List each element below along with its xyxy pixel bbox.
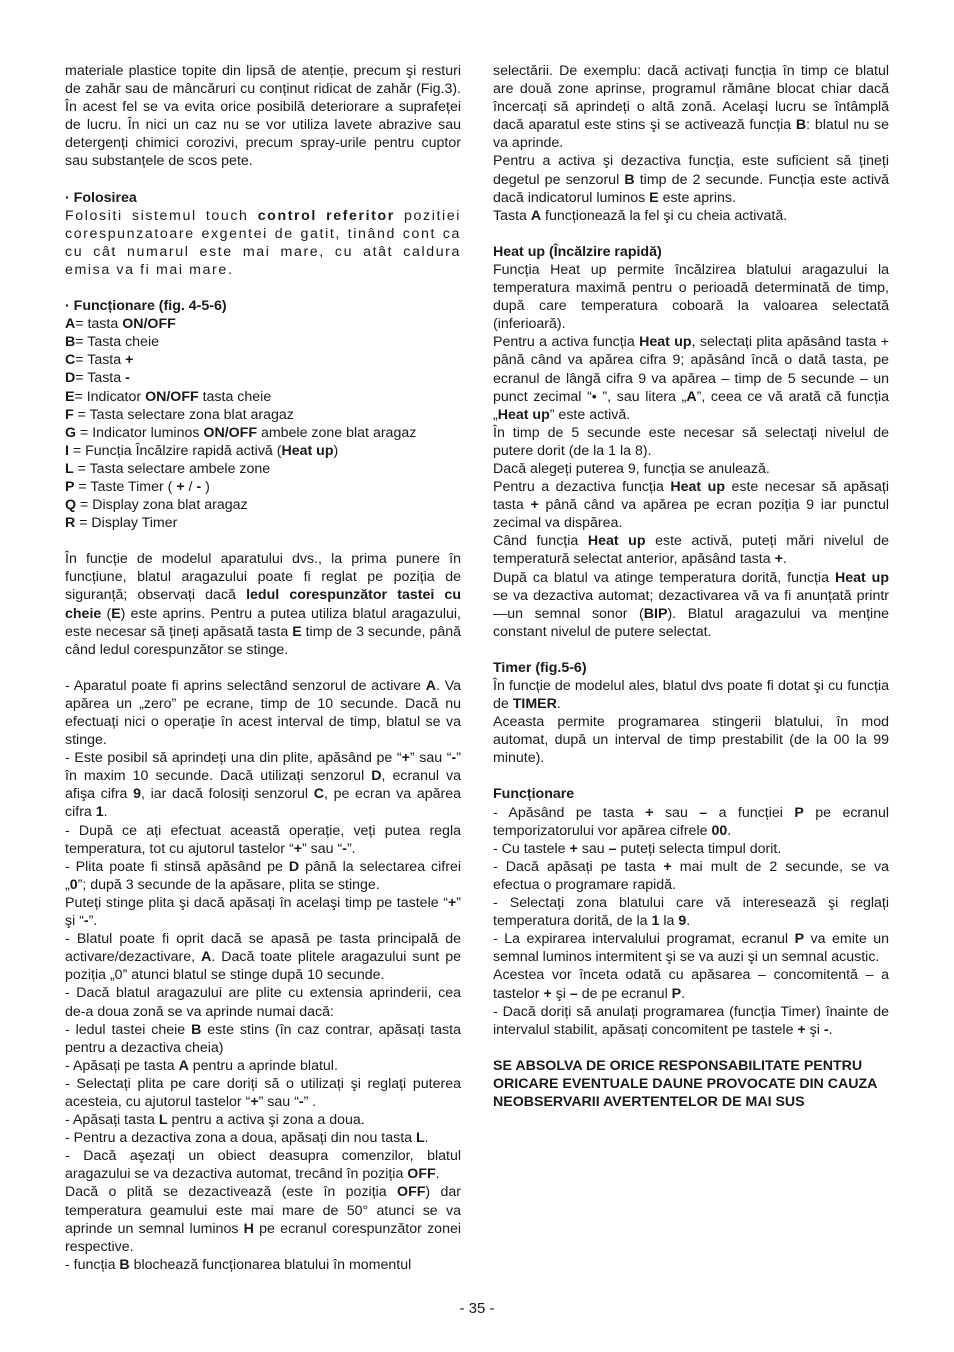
bold-term: A	[425, 677, 436, 694]
operation-paragraph	[65, 1057, 461, 1075]
bold-term: -	[196, 478, 202, 495]
bold-term: B	[65, 334, 76, 351]
operation-paragraph	[65, 930, 461, 984]
page-number: - 35 -	[459, 1300, 495, 1317]
text-segment: timp de 2 secunde. Funcția este activă dacă indicatorul luminos	[493, 171, 889, 206]
text-segment: - Selectați zona blatului care vă interesează şi reglați temperatura dorită, de la	[493, 895, 889, 930]
bold-term: E	[65, 388, 75, 405]
bold-term: 0	[69, 876, 78, 893]
text-segment: pe ecranul corespunzător zonei respective.	[65, 1220, 461, 1255]
bold-term: OFF	[397, 1184, 426, 1201]
text-segment: , ecranul va afişa cifra	[65, 768, 462, 803]
bold-term: G	[65, 424, 77, 441]
bold-term: I	[65, 442, 69, 459]
timer-paragraph	[493, 713, 889, 767]
text-segment: = Tasta	[75, 370, 126, 387]
operation-paragraph	[65, 1021, 461, 1057]
func-section	[493, 804, 889, 1039]
text-segment: la	[659, 913, 679, 930]
text-segment: sau	[653, 804, 700, 821]
operation-paragraph	[65, 894, 461, 930]
heatup-paragraph	[493, 424, 889, 460]
bold-term: -	[298, 1093, 304, 1110]
text-segment: .	[424, 1130, 429, 1147]
func-heading: Funcționare	[493, 786, 575, 803]
text-segment: După ca blatul va atinge temperatura dorită, funcția	[493, 569, 835, 586]
bold-term: P	[671, 985, 682, 1002]
tasta-a-paragraph	[493, 207, 889, 225]
bold-term: ON/OFF	[203, 424, 257, 441]
warning-text: SE ABSOLVA DE ORICE RESPONSABILITATE PENTRU ORICARE EVENTUALE DAUNE PROVOCATE DIN CAUZA NEOBSERVARII AVERTENTELOR DE MAI SUS	[493, 1057, 877, 1110]
text-segment: - Blatul poate fi oprit dacă se apasă pe tasta principală de activare/dezactivare,	[65, 931, 461, 966]
text-segment: ” şi “	[65, 894, 461, 930]
text-segment: , pe ecran va apărea cifra	[65, 786, 462, 821]
text-segment: ) dar temperatura geamului este mai mare de 50° atunci se va aprinde un semnal luminos	[65, 1184, 461, 1237]
bold-term: D	[288, 858, 300, 875]
text-segment: Pentru a dezactiva funcția	[493, 479, 671, 496]
legend-item	[65, 388, 461, 406]
text-segment: - Apăsând pe tasta	[493, 804, 646, 821]
text-segment: .	[681, 985, 686, 1002]
text-segment: timp de 3 secunde, până când ledul corespunzător se stinge.	[65, 623, 462, 658]
operation-paragraph	[65, 677, 461, 749]
operation-paragraph	[65, 1075, 461, 1111]
bold-term: -	[823, 1021, 829, 1038]
bold-term: E	[111, 605, 121, 622]
bold-term: Heat up	[497, 406, 550, 423]
text-segment: - Este posibil să aprindeți una din plite, apăsând pe “	[65, 750, 402, 767]
bold-term: L	[415, 1130, 425, 1147]
bold-term: Heat up	[639, 334, 692, 351]
bold-term: BIP	[643, 605, 668, 622]
text-segment: .	[828, 1021, 833, 1038]
text-segment: de pe ecranul	[577, 985, 672, 1002]
text-segment: ”.	[346, 840, 356, 857]
text-segment: ” în maxim 10 secunde. Dacă utilizați senzorul	[65, 750, 461, 785]
text-segment: ” sau “	[301, 840, 343, 857]
bold-term: –	[608, 840, 617, 857]
legend-item	[65, 315, 461, 333]
bold-term: ON/OFF	[122, 316, 176, 333]
operations-list	[65, 677, 461, 1274]
text-segment: = Tasta cheie	[75, 334, 159, 351]
text-segment: ” este activă.	[549, 406, 631, 423]
heatup-heading: Heat up (Încălzire rapidă)	[493, 243, 662, 260]
text-segment: - După ce ați efectuat această operație, veți putea regla temperatura, tot cu ajutorul tastelor “	[65, 822, 461, 857]
text-segment: funcționează la fel şi cu cheia activată.	[541, 207, 788, 224]
text-segment: : blatul nu se va aprinde.	[493, 117, 889, 152]
bold-term: +	[569, 840, 578, 857]
bold-term: C	[65, 352, 76, 369]
text-segment: - Apăsați tasta	[65, 1112, 159, 1129]
bold-term: 1	[651, 913, 660, 930]
bold-term: H	[243, 1220, 254, 1237]
bold-term: -	[342, 840, 347, 857]
bold-term: Heat up	[834, 569, 890, 586]
legend-item	[65, 478, 461, 496]
bold-term: R	[65, 515, 76, 532]
text-segment: Acestea vor înceta odată cu apăsarea – concomitentă – a tastelor	[493, 967, 889, 1002]
bold-term: Heat up	[670, 479, 725, 496]
text-segment: Funcția Heat up permite încălzirea blatului aragazului la temperatura maximă pentru o perioadă determinată de timp, după care temperatura coboară la valoarea selectată (inferioară).	[493, 261, 889, 333]
bold-term: ON/OFF	[145, 388, 199, 405]
bold-term: A	[686, 388, 697, 405]
text-segment: este aprins.	[658, 189, 736, 206]
text-segment: = Tasta selectare ambele zone	[73, 460, 271, 477]
bold-term: A	[530, 207, 542, 224]
bold-term: D	[371, 768, 382, 785]
intro-paragraph: materiale plastice topite din lipsă de atenție, precum şi resturi de zahăr sau de mâncăruri cu conținut ridicat de zahăr (Fig.3). În acest fel se va evita orice posibilă deteriorare a suprafeței de lucru. În nici un caz nu se vor utiliza lavete abrazive sau detergenți chimici corozivi, precum spray-urile pentru cuptor sau substanțele de scos pete.	[65, 63, 461, 170]
bold-term: -	[83, 913, 89, 930]
operation-paragraph	[65, 749, 461, 821]
bold-term: OFF	[407, 1166, 436, 1183]
left-column	[65, 62, 461, 1274]
bold-term: +	[293, 840, 302, 857]
bold-term: D	[65, 370, 76, 387]
text-segment: - Apăsați pe tasta	[65, 1057, 179, 1074]
text-segment: ambele zone blat aragaz	[257, 424, 417, 441]
func-paragraph	[493, 858, 889, 894]
timer-paragraph	[493, 677, 889, 713]
text-segment: sau	[577, 840, 609, 857]
text-segment: până la selectarea cifrei „	[65, 858, 461, 893]
text-segment: şi	[805, 1021, 824, 1038]
text-segment: (	[101, 605, 112, 622]
legend-item	[65, 406, 461, 424]
heatup-paragraph	[493, 261, 889, 333]
bold-term: 9	[133, 786, 142, 803]
text-segment: pe ecranul temporizatorului vor apărea cifrele	[493, 804, 889, 839]
text-segment: - funcția	[65, 1256, 120, 1273]
bold-term: +	[125, 352, 134, 369]
bold-term: +	[176, 478, 185, 495]
text-segment: pentru a aprinde blatul.	[188, 1057, 338, 1074]
bold-term: +	[250, 1093, 259, 1110]
bold-term: L	[65, 460, 74, 477]
legend-item	[65, 442, 461, 460]
operation-paragraph	[65, 1183, 461, 1255]
bold-term: +	[401, 750, 410, 767]
text-segment: - Cu tastele	[493, 840, 570, 857]
text-segment: Dacă alegeți puterea 9, funcția se anulează.	[493, 460, 770, 477]
text-segment: blochează funcționarea blatului în momentul	[129, 1256, 412, 1273]
text-segment: ”, ceea ce vă arată că funcția „	[493, 388, 889, 423]
text-segment: = Indicator	[74, 388, 146, 405]
operation-paragraph	[65, 1147, 461, 1183]
operation-paragraph	[65, 984, 461, 1020]
legend-item	[65, 496, 461, 514]
bold-term: A	[201, 949, 212, 966]
bold-term: P	[794, 804, 804, 821]
text-segment: În funcție de modelul aparatului dvs., la prima punere în funcțiune, blatul aragazului poate fi reglat pe poziția de siguranță; observați dacă	[65, 551, 461, 604]
text-segment: = Display Timer	[75, 515, 178, 532]
text-segment: este activă, puteți mări nivelul de temperatură selectat anterior, apăsând tasta	[493, 533, 890, 568]
text-segment: - Selectați plita pe care doriți să o utilizați şi reglați puterea acesteia, cu ajutorul tastelor “	[65, 1075, 461, 1110]
text-segment: până când va apărea pe ecran poziția 9 iar punctul zecimal va dispărea.	[493, 497, 890, 532]
func-paragraph	[493, 840, 889, 858]
operation-paragraph	[65, 1256, 461, 1274]
bold-term: A	[65, 316, 76, 333]
bold-term: +	[530, 497, 539, 514]
bold-term: ledul corespunzător tastei cu cheie	[65, 587, 461, 622]
heatup-paragraph	[493, 532, 889, 568]
text-segment: - ledul tastei cheie	[65, 1021, 192, 1038]
text-segment: ”; după 3 secunde de la apăsare, plita se stinge.	[77, 876, 380, 893]
bold-term: Heat up	[587, 533, 646, 550]
bold-term: +	[447, 894, 457, 911]
text-segment: - Aparatul poate fi aprins selectând senzorul de activare	[65, 677, 426, 694]
bold-term: B	[191, 1021, 202, 1038]
legend-item	[65, 369, 461, 387]
text-segment: .	[686, 913, 691, 930]
bold-term: P	[794, 931, 805, 948]
func-paragraph	[493, 1003, 889, 1039]
bold-term: control referitor	[257, 207, 395, 224]
operation-paragraph	[65, 1129, 461, 1147]
text-segment: . Dacă toate plitele aragazului sunt pe poziția „0” atunci blatul se stinge după 10 secunde.	[65, 949, 461, 984]
legend-item	[65, 333, 461, 351]
text-segment: , selectați plita apăsând tasta + până când va apărea cifra 9; apăsând încă o dată tasta, pe ecranul de lângă cifra 9 va apărea – timp de 5 secunde – un punct zecimal “• ”, sau litera „	[493, 334, 890, 405]
activate-paragraph	[493, 152, 889, 206]
text-segment: ). Blatul aragazului va menține constant nivelul de putere selectat.	[493, 605, 889, 640]
legend-list	[65, 315, 461, 532]
bold-term: +	[543, 985, 552, 1002]
text-segment: - Dacă aşezați un obiect deasupra comenzilor, blatul aragazului se va dezactiva automat, trecând în poziția	[65, 1148, 461, 1183]
text-segment: Aceasta permite programarea stingerii blatului, în mod automat, după un interval de timp prestabilit (de la 00 la 99 minute).	[493, 714, 889, 767]
text-segment: .	[556, 696, 561, 713]
text-segment: În funcție de modelul ales, blatul dvs poate fi dotat şi cu funcția de	[493, 678, 889, 713]
bold-term: L	[158, 1112, 168, 1129]
bold-term: E	[649, 189, 659, 206]
text-segment: pentru a activa şi zona a doua.	[167, 1112, 365, 1129]
legend-item	[65, 351, 461, 369]
text-segment: În timp de 5 secunde este necesar să selectați nivelul de putere dorit (de la 1 la 8).	[493, 424, 889, 459]
text-segment: = Indicator luminos	[76, 424, 204, 441]
text-segment: şi	[551, 985, 570, 1002]
text-segment: Folositi sistemul touch	[65, 207, 258, 224]
bold-term: B	[624, 171, 635, 188]
text-segment: = Display zona blat aragaz	[76, 497, 248, 514]
text-segment: = Funcția Încălzire rapidă activă (	[68, 442, 282, 459]
text-segment: - Plita poate fi stinsă apăsând pe	[65, 858, 289, 875]
bold-term: +	[663, 858, 672, 875]
text-segment: ”.	[88, 913, 98, 930]
text-segment: = Tasta	[75, 352, 126, 369]
bold-term: B	[795, 117, 807, 134]
bold-term: B	[119, 1256, 130, 1273]
text-segment: este necesar să apăsați tasta	[493, 479, 889, 514]
bold-term: P	[65, 478, 75, 495]
right-column	[493, 62, 889, 1111]
text-segment: a funcției	[707, 804, 795, 821]
func-paragraph	[493, 894, 889, 930]
text-segment: tasta cheie	[198, 388, 272, 405]
text-segment: . Va apărea un „zero” pe ecrane, timp de 10 secunde. Dacă nu efectuați nici o operație în acest interval de timp, blatul se va stinge.	[65, 677, 461, 749]
bold-term: A	[178, 1057, 189, 1074]
bold-term: F	[65, 406, 74, 423]
text-segment: - Dacă apăsați pe tasta	[493, 858, 664, 875]
text-segment: = tasta	[75, 316, 123, 333]
text-segment: Puteți stinge plita şi dacă apăsați în acelaşi timp pe tastele “	[65, 894, 448, 911]
text-segment: - Dacă blatul aragazului are plite cu extensia aprinderii, cea de-a doua zonă se va aprinde numai dacă:	[65, 985, 461, 1020]
text-segment: ” sau “	[258, 1093, 299, 1110]
folosirea-heading: · Folosirea	[65, 189, 137, 206]
bold-term: C	[313, 786, 324, 803]
text-segment: = Tasta selectare zona blat aragaz	[73, 406, 294, 423]
text-segment: Pentru a activa funcția	[493, 334, 640, 351]
bold-term: 00	[711, 822, 728, 839]
func-paragraph	[493, 966, 889, 1002]
text-segment: selectării. De exemplu: dacă activați funcția în timp ce blatul are două zone aprinse, programul rămâne blocat chiar dacă încercați să aprindeți o altă zonă. Acelaşi lucru se întâmplă dacă aparatul este stins şi se activează funcția	[493, 63, 889, 134]
text-segment: Tasta	[493, 207, 531, 224]
bold-term: +	[645, 804, 654, 821]
text-segment: va emite un semnal luminos intermitent şi se va auzi şi un semnal acustic.	[493, 931, 889, 966]
bold-term: -	[451, 750, 457, 767]
bold-term: TIMER	[512, 696, 557, 713]
folosirea-paragraph	[65, 207, 461, 279]
text-segment: )	[333, 442, 339, 459]
legend-item	[65, 424, 461, 442]
text-segment: ) este aprins. Pentru a putea utiliza blatul aragazului, este necesar să țineți apăsată tasta	[65, 605, 461, 640]
bold-term: Heat up	[281, 442, 334, 459]
bold-term: +	[797, 1021, 806, 1038]
text-segment: Când funcția	[493, 533, 588, 550]
text-segment: Dacă o plită se dezactivează (este în poziția	[65, 1184, 398, 1201]
text-segment: /	[184, 478, 197, 495]
text-segment: - Pentru a dezactiva zona a doua, apăsați din nou tasta	[65, 1130, 416, 1147]
bold-term: –	[699, 804, 708, 821]
bold-term: –	[569, 985, 578, 1002]
timer-section	[493, 677, 889, 767]
operation-paragraph	[65, 822, 461, 858]
bold-term: 9	[678, 913, 687, 930]
text-segment: este stins (în caz contrar, apăsați tasta pentru a dezactiva cheia)	[65, 1021, 461, 1056]
text-segment: , iar dacă folosiți senzorul	[141, 786, 314, 803]
func-paragraph	[493, 804, 889, 840]
heatup-section	[493, 261, 889, 641]
text-segment: Pentru a activa şi dezactiva funcția, este suficient să țineți degetul pe senzorul	[493, 153, 889, 188]
text-segment: ” sau “	[409, 750, 452, 767]
bold-term: E	[292, 623, 302, 640]
text-segment: )	[201, 478, 210, 495]
text-segment: .	[103, 804, 108, 821]
text-segment: = Taste Timer (	[74, 478, 177, 495]
text-segment: puteți selecta timpul dorit.	[616, 840, 782, 857]
continuation-paragraph	[493, 62, 889, 152]
first-use-paragraph	[65, 550, 461, 659]
legend-item	[65, 460, 461, 478]
heatup-paragraph	[493, 478, 889, 532]
bold-term: +	[774, 551, 783, 568]
heatup-paragraph	[493, 569, 889, 641]
text-segment: se va dezactiva automat; dezactivarea vă va fi anunțată printr—un semnal sonor (	[493, 587, 889, 622]
bold-term: 1	[95, 804, 104, 821]
bold-term: Q	[65, 497, 77, 514]
text-segment: .	[435, 1166, 440, 1183]
legend-item	[65, 514, 461, 532]
text-segment: - La expirarea intervalului programat, ecranul	[493, 931, 795, 948]
func-paragraph	[493, 930, 889, 966]
bold-term: -	[125, 370, 130, 387]
heatup-paragraph	[493, 333, 889, 423]
timer-heading: Timer (fig.5-6)	[493, 659, 587, 676]
operation-paragraph	[65, 1111, 461, 1129]
heatup-paragraph	[493, 460, 889, 478]
text-segment: pozitiei corespunzatoare exgentei de gatit, tinând cont ca cu cât numarul este mai mare, cu atât caldura emisa va fi mai mare.	[65, 207, 462, 278]
text-segment: mai mult de 2 secunde, se va efectua o programare rapidă.	[493, 858, 889, 893]
text-segment: .	[727, 822, 732, 839]
text-segment: - Dacă doriți să anulați programarea (funcția Timer) înainte de intervalul stabilit, apăsați concomitent pe tastele	[493, 1003, 889, 1038]
text-segment: ” .	[303, 1093, 317, 1110]
text-segment: .	[782, 551, 787, 568]
operation-paragraph	[65, 858, 461, 894]
functionare-heading: · Funcționare (fig. 4-5-6)	[65, 298, 227, 315]
